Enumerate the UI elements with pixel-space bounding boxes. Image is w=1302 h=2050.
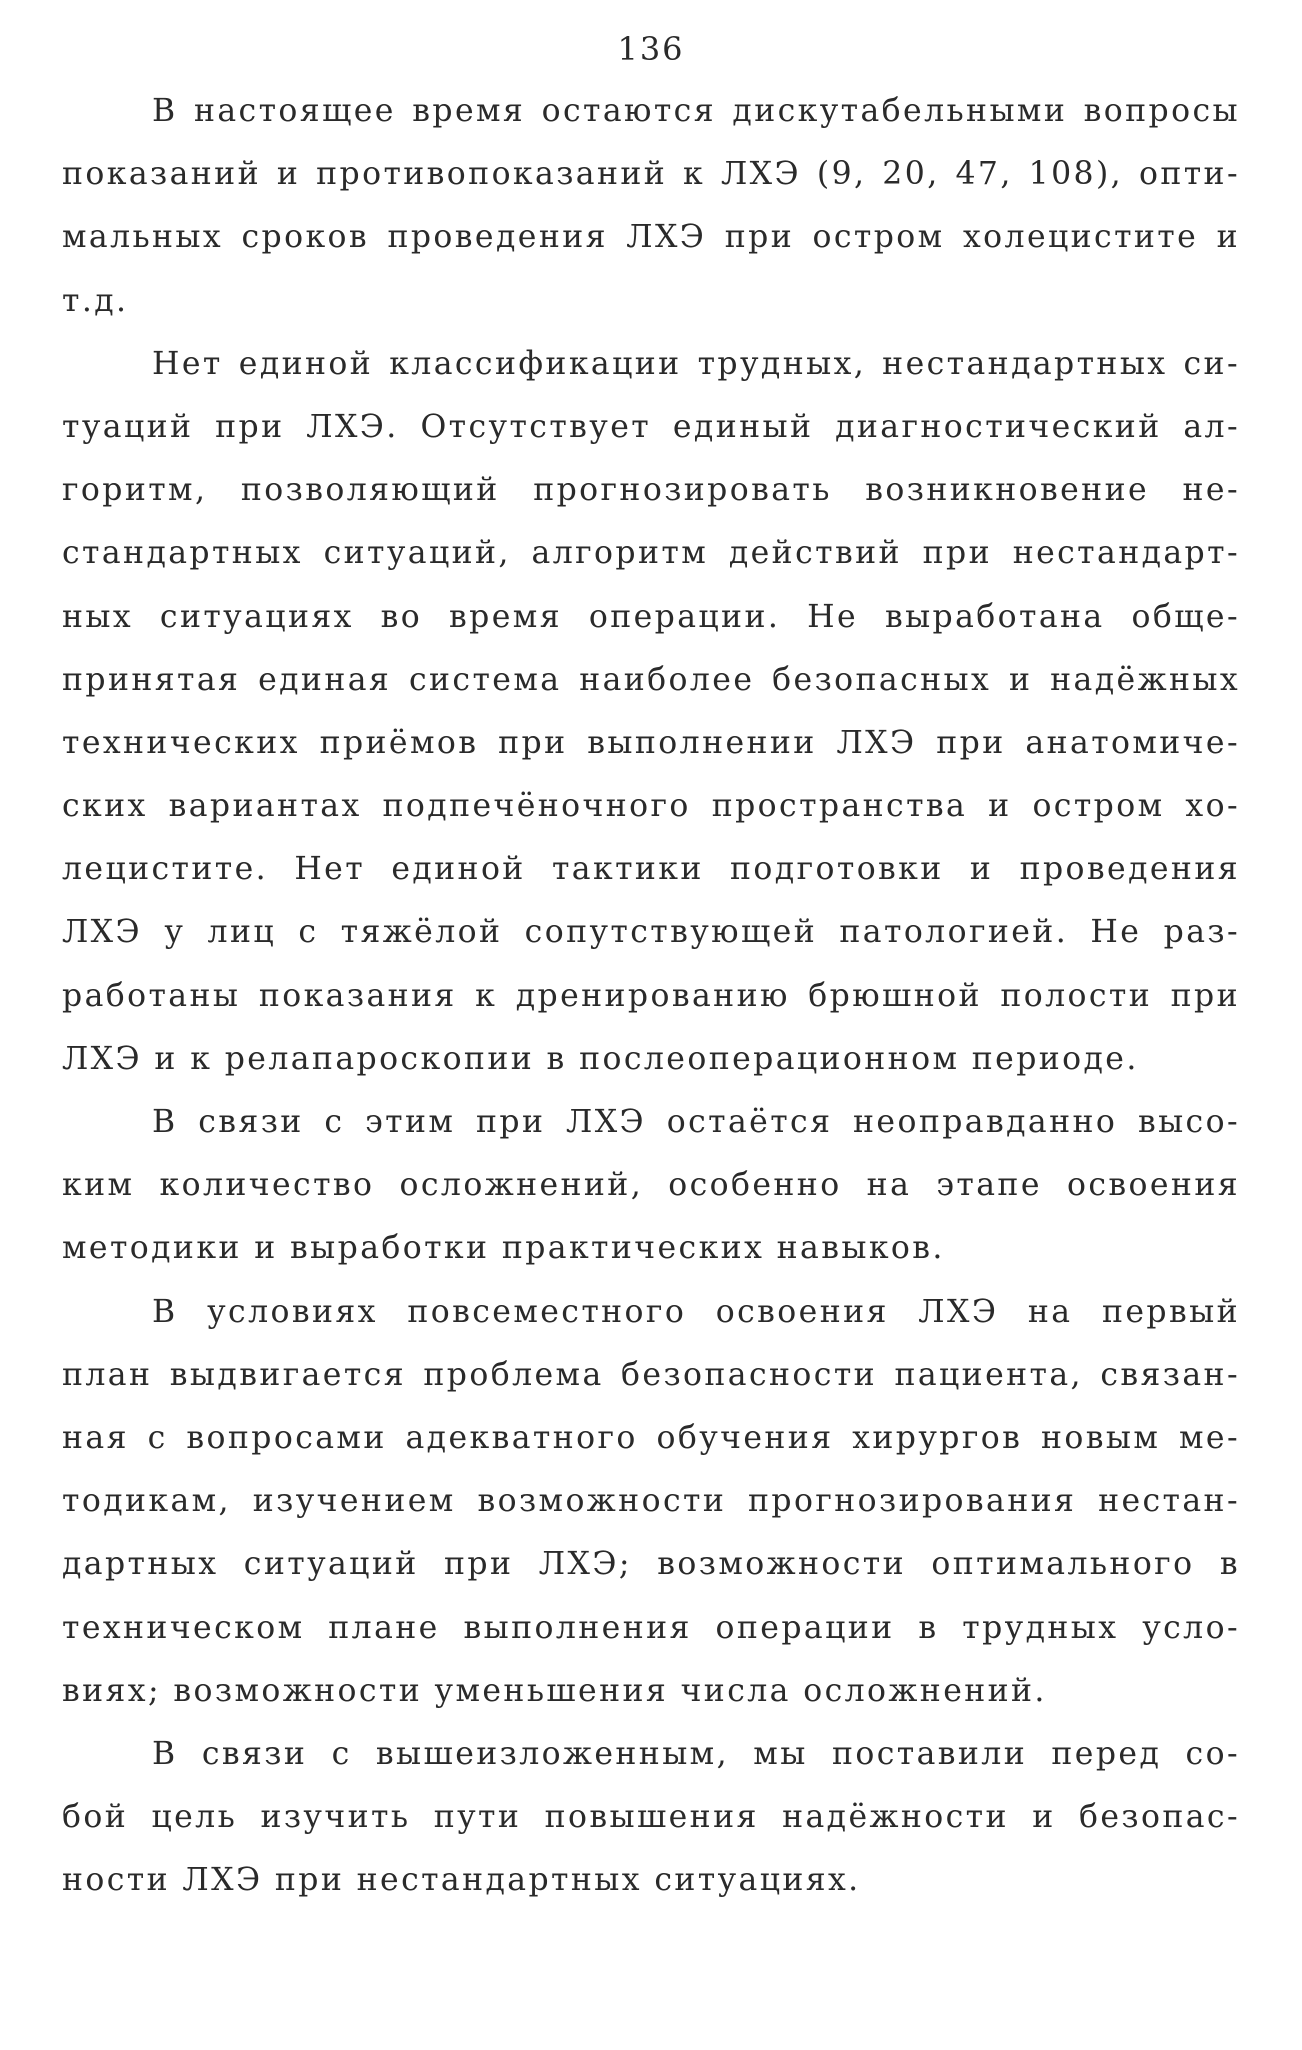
- text-line: горитм, позволяющий прогнозировать возникновение не-: [62, 472, 1240, 509]
- page-number: 136: [617, 30, 685, 68]
- text-line: работаны показания к дренированию брюшной полости при: [62, 977, 1240, 1014]
- paragraph-1: [62, 80, 1240, 333]
- text-line: дартных ситуаций при ЛХЭ; возможности оптимального в: [62, 1546, 1240, 1583]
- paragraph-5: [62, 1723, 1240, 1913]
- text-line: ности ЛХЭ при нестандартных ситуациях.: [62, 1862, 861, 1899]
- text-line: В связи с вышеизложенным, мы поставили перед со-: [152, 1735, 1240, 1772]
- text-line: В настоящее время остаются дискутабельными вопросы: [152, 93, 1240, 129]
- text-line: В условиях повсеместного освоения ЛХЭ на первый: [152, 1293, 1240, 1330]
- text-line: ЛХЭ у лиц с тяжёлой сопутствующей патологией. Не раз-: [62, 914, 1240, 951]
- text-line: тодикам, изучением возможности прогнозирования нестан-: [62, 1483, 1240, 1520]
- text-line: виях; возможности уменьшения числа осложнений.: [62, 1672, 1047, 1709]
- text-line: принятая единая система наиболее безопасных и надёжных: [62, 661, 1240, 698]
- body-text: [62, 80, 1240, 1912]
- paragraph-4: [62, 1281, 1240, 1723]
- text-line: лецистите. Нет единой тактики подготовки и проведения: [62, 851, 1240, 888]
- text-line: стандартных ситуаций, алгоритм действий при нестандарт-: [62, 535, 1240, 572]
- text-line: ЛХЭ и к релапароскопии в послеоперационном периоде.: [62, 1040, 1139, 1077]
- text-line: технических приёмов при выполнении ЛХЭ при анатомиче-: [62, 724, 1240, 761]
- text-line: техническом плане выполнения операции в трудных усло-: [62, 1609, 1240, 1646]
- text-line: методики и выработки практических навыков.: [62, 1230, 945, 1267]
- text-line: ских вариантах подпечёночного пространства и остром хо-: [62, 788, 1240, 825]
- text-line: т.д.: [62, 282, 129, 319]
- text-line: В связи с этим при ЛХЭ остаётся неоправданно высо-: [152, 1104, 1240, 1140]
- text-line: Нет единой классификации трудных, нестандартных си-: [152, 345, 1240, 382]
- text-line: бой цель изучить пути повышения надёжности и безопас-: [62, 1799, 1240, 1836]
- text-line: ная с вопросами адекватного обучения хирургов новым ме-: [62, 1419, 1240, 1456]
- paragraph-2: [62, 333, 1240, 1091]
- text-line: туаций при ЛХЭ. Отсутствует единый диагностический ал-: [62, 408, 1240, 445]
- text-line: мальных сроков проведения ЛХЭ при остром холецистите и: [62, 219, 1240, 256]
- text-line: ных ситуациях во время операции. Не выработана обще-: [62, 598, 1240, 635]
- paragraph-3: [62, 1091, 1240, 1281]
- text-line: план выдвигается проблема безопасности пациента, связан-: [62, 1356, 1240, 1393]
- text-line: ким количество осложнений, особенно на этапе освоения: [62, 1167, 1240, 1204]
- text-line: показаний и противопоказаний к ЛХЭ (9, 20, 47, 108), опти-: [62, 156, 1240, 193]
